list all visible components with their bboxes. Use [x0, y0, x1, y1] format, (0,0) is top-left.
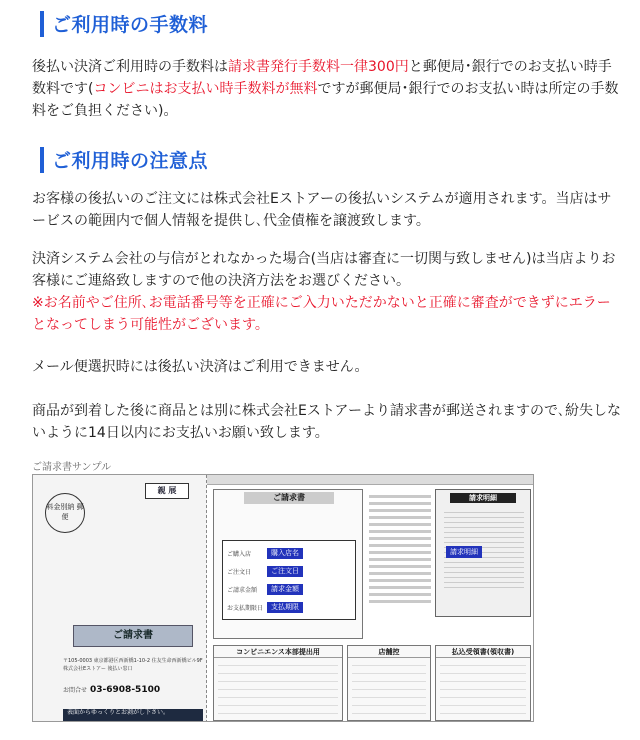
heading-accent-bar	[40, 11, 44, 37]
field-value: 支払期限	[267, 602, 303, 613]
confidential-stamp: 親 展	[145, 483, 189, 499]
fee-heading-text: ご利用時の手数料	[52, 14, 209, 36]
heading-accent-bar	[40, 147, 44, 173]
sender-address: 〒105-0003 東京都港区西新橋1-10-2 住友生命西新橋ビル9F 株式会社Eストアー 後払い窓口	[63, 658, 203, 672]
fee-paragraph	[32, 56, 624, 122]
statement-title: 請求明細	[450, 493, 516, 503]
invoice-body-side	[207, 475, 534, 722]
fee-text-1: 後払い決済ご利用時の手数料は	[32, 59, 228, 75]
field-label: ご請求金額	[227, 586, 258, 594]
field-row	[227, 565, 353, 577]
field-row	[227, 601, 353, 613]
contact-label: お問合せ	[63, 687, 88, 694]
slip-header: 払込受領書(領収書)	[436, 646, 530, 658]
invoice-summary-panel	[213, 489, 363, 639]
fee-section-heading	[40, 10, 208, 37]
fine-print-lines	[369, 495, 431, 625]
slip-receipt	[435, 645, 531, 721]
summary-title: ご請求書	[244, 492, 334, 504]
field-value: ご注文日	[267, 566, 303, 577]
notes-section-heading	[40, 146, 208, 173]
statement-tag: 請求明細	[446, 546, 482, 558]
invoice-envelope-side	[33, 475, 207, 722]
invoice-sample-image	[32, 474, 534, 722]
perforation-strip	[207, 475, 534, 485]
field-row	[227, 547, 353, 559]
contact-phone	[63, 685, 160, 695]
field-row	[227, 583, 353, 595]
slip-header: コンビニエンス本部提出用	[214, 646, 342, 658]
invoice-title-label: ご請求書	[73, 625, 193, 647]
payment-slip-row	[213, 645, 531, 721]
field-value: 購入店名	[267, 548, 303, 559]
notes-warning: ※お名前やご住所､お電話番号等を正確にご入力いただかないと正確に審査ができずにエラーとなってしまう可能性がございます。	[32, 295, 611, 333]
notes-paragraph-4: 商品が到着した後に商品とは別に株式会社Eストアーより請求書が郵送されますので､紛失しないように14日以内にお支払いお願い致します。	[32, 403, 622, 441]
postage-mark: 料金別納 郵便	[45, 493, 85, 533]
field-value: 請求金額	[267, 584, 303, 595]
fee-text-2: と郵便局･銀行でのお支払い時手数料です(	[32, 59, 612, 97]
slip-headquarters	[213, 645, 343, 721]
field-label: お支払期限日	[227, 604, 264, 612]
contact-number: 03-6908-5100	[90, 685, 161, 695]
notes-paragraph-3: メール便選択時には後払い決済はご利用できません。	[32, 359, 369, 375]
field-label: ご購入店	[227, 550, 252, 558]
notes-paragraph-2	[32, 248, 624, 336]
statement-panel	[435, 489, 531, 617]
notes-heading-text: ご利用時の注意点	[52, 150, 209, 172]
fee-highlight-convenience: コンビニはお支払い時手数料が無料	[93, 81, 318, 97]
fee-highlight-issue: 請求書発行手数料一律300円	[228, 59, 409, 75]
slip-store-copy	[347, 645, 431, 721]
slip-header: 店舗控	[348, 646, 430, 658]
peel-instruction: 表面からゆっくりとお剥がし下さい。	[63, 709, 203, 722]
field-label: ご注文日	[227, 568, 252, 576]
notes-paragraph-1: お客様の後払いのご注文には株式会社Eストアーの後払いシステムが適用されます。当店はサービスの範囲内で個人情報を提供し､代金債権を譲渡致します。	[32, 191, 612, 229]
notes-text-2: 決済システム会社の与信がとれなかった場合(当店は審査に一切関与致しません)は当店よりお客様にご連絡致しますので他の決済方法をお選びください。	[32, 251, 616, 289]
summary-field-box	[222, 540, 356, 620]
fee-text-3: ですが郵便局･銀行でのお支払い時は所定の手数料をご負担ください)。	[32, 81, 619, 119]
sample-caption: ご請求書サンプル	[32, 462, 112, 473]
